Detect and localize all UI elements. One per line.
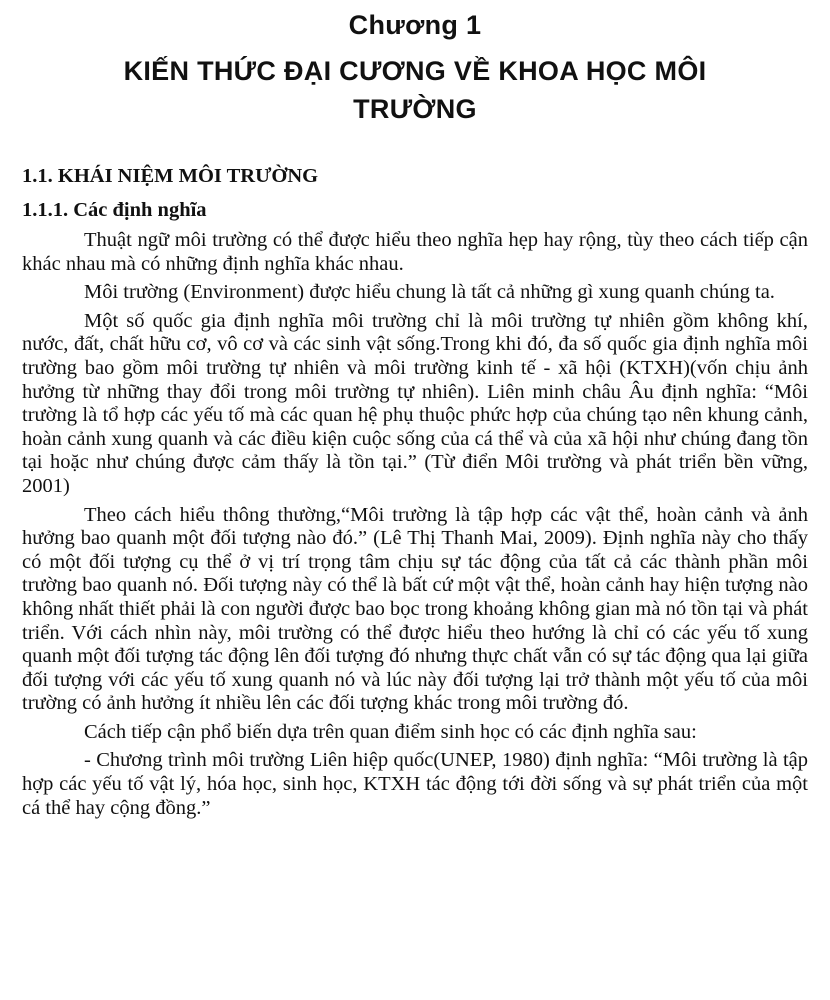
chapter-label: Chương 1: [348, 10, 482, 40]
paragraph-environment-general: Môi trường (Environment) được hiểu chung là tất cả những gì xung quanh chúng ta.: [84, 281, 775, 304]
paragraph-terminology: Thuật ngữ môi trường có thể được hiểu theo nghĩa hẹp hay rộng, tùy theo cách tiếp cận khác nhau mà có những định nghĩa khác nhau.: [22, 229, 808, 275]
subsection-heading: 1.1.1. Các định nghĩa: [22, 199, 207, 221]
document-page: [22, 0, 808, 1000]
chapter-title: KIẾN THỨC ĐẠI CƯƠNG VỀ KHOA HỌC MÔI TRƯỜNG: [123, 56, 707, 124]
section-heading: 1.1. KHÁI NIỆM MÔI TRƯỜNG: [22, 165, 319, 187]
paragraph-unep-definition: - Chương trình môi trường Liên hiệp quốc(UNEP, 1980) định nghĩa: “Môi trường là tập hợp các yếu tố vật lý, hóa học, sinh học, KTXH tác động tới đời sống và sự phát triển của một cá thể hay cộng đồng.”: [22, 749, 808, 819]
paragraph-common-understanding: Theo cách hiểu thông thường,“Môi trường là tập hợp các vật thể, hoàn cảnh và ảnh hưởng bao quanh một đối tượng nào đó.” (Lê Thị Thanh Mai, 2009). Định nghĩa này cho thấy có một đối tượng cụ thể ở vị trí trọng tâm chịu sự tác động của tất cả các thành phần môi trường bao quanh nó. Đối tượng này có thể là bất cứ một vật thể, hoàn cảnh hay hiện tượng nào không nhất thiết phải là con người được bao bọc trong khoảng không gian mà nó tồn tại và phát triển. Với cách nhìn này, môi trường có thể được hiểu theo hướng là chỉ có các yếu tố xung quanh một đối tượng tác động lên đối tượng đó nhưng thực chất vẫn có sự tác động qua lại giữa đối tượng với các yếu tố xung quanh nó và lúc này đối tượng lại trở thành một yếu tố của môi trường có ảnh hưởng ít nhiều lên các đối tượng khác trong môi trường đó.: [22, 503, 808, 715]
paragraph-biological-approach: Cách tiếp cận phổ biến dựa trên quan điểm sinh học có các định nghĩa sau:: [84, 720, 697, 743]
paragraph-country-definitions: Một số quốc gia định nghĩa môi trường chỉ là môi trường tự nhiên gồm không khí, nước, đất, chất hữu cơ, vô cơ và các sinh vật sống.Trong khi đó, đa số quốc gia định nghĩa môi trường bao gồm môi trường tự nhiên và môi trường kinh tế - xã hội (KTXH)(vốn chịu ảnh hưởng từ những thay đổi trong môi trường tự nhiên). Liên minh châu Âu định nghĩa: “Môi trường là tổ hợp các yếu tố mà các quan hệ phụ thuộc phức hợp của chúng tạo nên khung cảnh, hoàn cảnh xung quanh và các điều kiện cuộc sống của cá thể và của xã hội như chúng đang tồn tại hoặc như chúng được cảm thấy là tồn tại.” (Từ điển Môi trường và phát triển bền vững, 2001): [22, 309, 808, 497]
